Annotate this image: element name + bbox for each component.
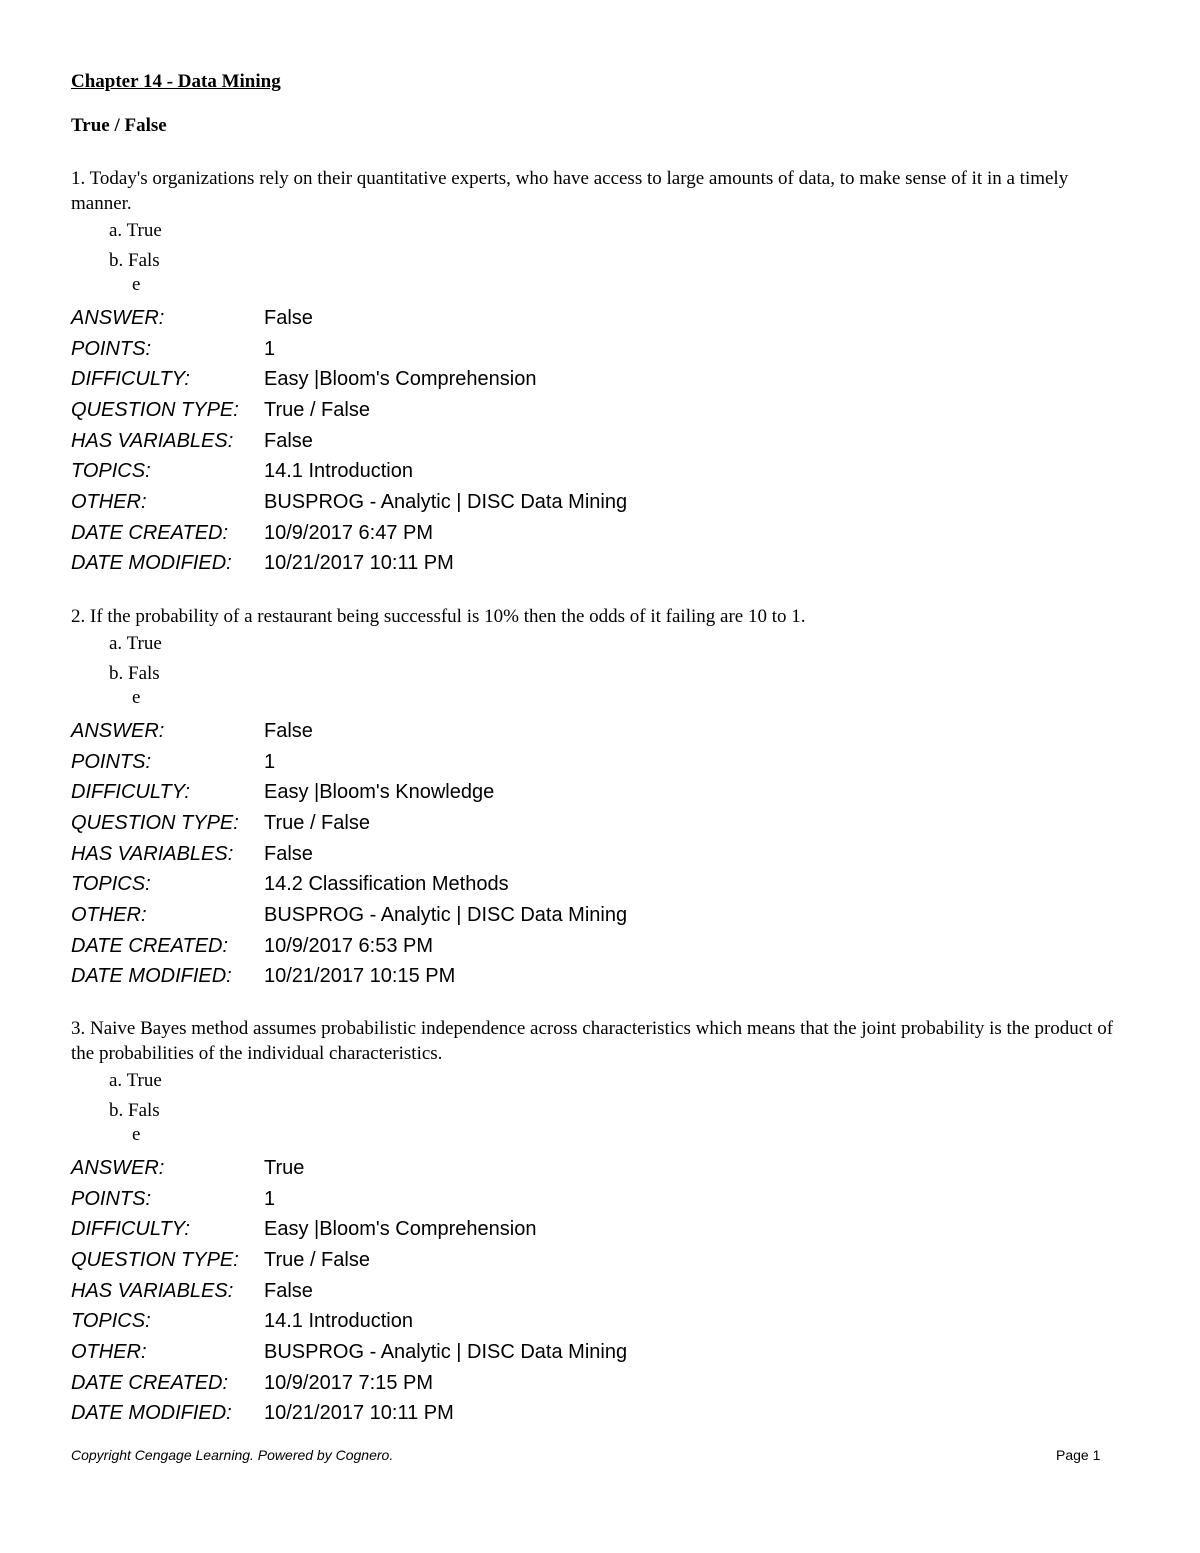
chapter-title: Chapter 14 - Data Mining: [71, 71, 281, 92]
date-created-label: DATE CREATED:: [71, 934, 229, 957]
topics-value: 14.1 Introduction: [264, 1310, 413, 1333]
has-variables-row: [71, 1276, 1131, 1307]
option-b-continued: e: [132, 1124, 141, 1145]
date-modified-row: [71, 962, 1131, 993]
footer-page-number: Page 1: [1056, 1447, 1101, 1463]
question-metadata: [71, 1153, 1131, 1429]
question-1: [71, 166, 1131, 579]
points-row: [71, 747, 1131, 778]
other-label: OTHER:: [71, 903, 147, 926]
has-variables-label: HAS VARIABLES:: [71, 429, 234, 452]
answer-label: ANSWER:: [71, 1156, 165, 1179]
other-value: BUSPROG - Analytic | DISC Data Mining: [264, 490, 628, 513]
question-text: 2. If the probability of a restaurant being successful is 10% then the odds of it failing are 10 to 1.: [71, 606, 806, 627]
difficulty-row: [71, 364, 1131, 395]
date-modified-label: DATE MODIFIED:: [71, 965, 232, 988]
question-metadata: [71, 716, 1131, 992]
answer-row: [71, 303, 1131, 334]
question-type-row: [71, 395, 1131, 426]
other-row: [71, 487, 1131, 518]
date-modified-label: DATE MODIFIED:: [71, 1402, 232, 1425]
topics-value: 14.2 Classification Methods: [264, 873, 509, 896]
date-modified-value: 10/21/2017 10:15 PM: [264, 965, 456, 988]
date-modified-label: DATE MODIFIED:: [71, 552, 232, 575]
question-type-label: QUESTION TYPE:: [71, 398, 239, 421]
has-variables-value: False: [264, 1279, 313, 1302]
other-label: OTHER:: [71, 490, 147, 513]
question-type-value: True / False: [264, 398, 370, 421]
option-a: a. True: [109, 1070, 162, 1091]
date-created-value: 10/9/2017 6:47 PM: [264, 521, 434, 544]
question-metadata: [71, 303, 1131, 579]
question-type-value: True / False: [264, 811, 370, 834]
section-title: True / False: [71, 115, 167, 136]
other-row: [71, 1337, 1131, 1368]
question-text: 3. Naive Bayes method assumes probabilistic independence across characteristics which means that the joint probability is the product of the probabilities of the individual characteristics.: [71, 1018, 1114, 1064]
date-created-row: [71, 518, 1131, 549]
difficulty-label: DIFFICULTY:: [71, 368, 190, 391]
question-3: [71, 1016, 1131, 1429]
question-type-label: QUESTION TYPE:: [71, 811, 239, 834]
difficulty-label: DIFFICULTY:: [71, 1218, 190, 1241]
points-row: [71, 1184, 1131, 1215]
date-created-label: DATE CREATED:: [71, 1371, 229, 1394]
topics-label: TOPICS:: [71, 1310, 151, 1333]
date-created-row: [71, 1368, 1131, 1399]
topics-row: [71, 1306, 1131, 1337]
other-value: BUSPROG - Analytic | DISC Data Mining: [264, 1340, 628, 1363]
points-row: [71, 334, 1131, 365]
difficulty-label: DIFFICULTY:: [71, 781, 190, 804]
topics-value: 14.1 Introduction: [264, 460, 413, 483]
date-modified-value: 10/21/2017 10:11 PM: [264, 1402, 454, 1425]
topics-label: TOPICS:: [71, 460, 151, 483]
other-row: [71, 900, 1131, 931]
answer-value: True: [264, 1156, 305, 1179]
other-value: BUSPROG - Analytic | DISC Data Mining: [264, 903, 628, 926]
difficulty-value: Easy |Bloom's Comprehension: [264, 1218, 537, 1241]
date-modified-row: [71, 549, 1131, 580]
points-value: 1: [264, 750, 276, 773]
answer-value: False: [264, 306, 313, 329]
question-2: [71, 604, 1131, 992]
points-value: 1: [264, 337, 276, 360]
other-label: OTHER:: [71, 1340, 147, 1363]
difficulty-value: Easy |Bloom's Knowledge: [264, 781, 495, 804]
question-type-row: [71, 808, 1131, 839]
has-variables-row: [71, 839, 1131, 870]
answer-label: ANSWER:: [71, 306, 165, 329]
question-type-value: True / False: [264, 1248, 370, 1271]
option-a: a. True: [109, 220, 162, 241]
date-created-label: DATE CREATED:: [71, 521, 229, 544]
option-b: b. Fals: [109, 1100, 160, 1121]
difficulty-row: [71, 1214, 1131, 1245]
topics-row: [71, 456, 1131, 487]
points-label: POINTS:: [71, 750, 152, 773]
question-text: 1. Today's organizations rely on their quantitative experts, who have access to large amounts of data, to make sense of it in a timely manner.: [71, 168, 1069, 214]
answer-label: ANSWER:: [71, 719, 165, 742]
has-variables-value: False: [264, 429, 313, 452]
difficulty-value: Easy |Bloom's Comprehension: [264, 368, 537, 391]
points-label: POINTS:: [71, 1187, 152, 1210]
points-value: 1: [264, 1187, 276, 1210]
date-modified-row: [71, 1399, 1131, 1430]
date-modified-value: 10/21/2017 10:11 PM: [264, 552, 454, 575]
difficulty-row: [71, 777, 1131, 808]
has-variables-row: [71, 426, 1131, 457]
date-created-row: [71, 931, 1131, 962]
has-variables-label: HAS VARIABLES:: [71, 1279, 234, 1302]
question-type-label: QUESTION TYPE:: [71, 1248, 239, 1271]
points-label: POINTS:: [71, 337, 152, 360]
footer-copyright: Copyright Cengage Learning. Powered by Cognero.: [71, 1447, 394, 1463]
topics-label: TOPICS:: [71, 873, 151, 896]
answer-value: False: [264, 719, 313, 742]
answer-row: [71, 1153, 1131, 1184]
option-a: a. True: [109, 633, 162, 654]
date-created-value: 10/9/2017 6:53 PM: [264, 934, 434, 957]
option-b-continued: e: [132, 687, 141, 708]
option-b: b. Fals: [109, 663, 160, 684]
answer-row: [71, 716, 1131, 747]
topics-row: [71, 869, 1131, 900]
question-type-row: [71, 1245, 1131, 1276]
has-variables-label: HAS VARIABLES:: [71, 842, 234, 865]
option-b: b. Fals: [109, 250, 160, 271]
option-b-continued: e: [132, 274, 141, 295]
date-created-value: 10/9/2017 7:15 PM: [264, 1371, 434, 1394]
has-variables-value: False: [264, 842, 313, 865]
